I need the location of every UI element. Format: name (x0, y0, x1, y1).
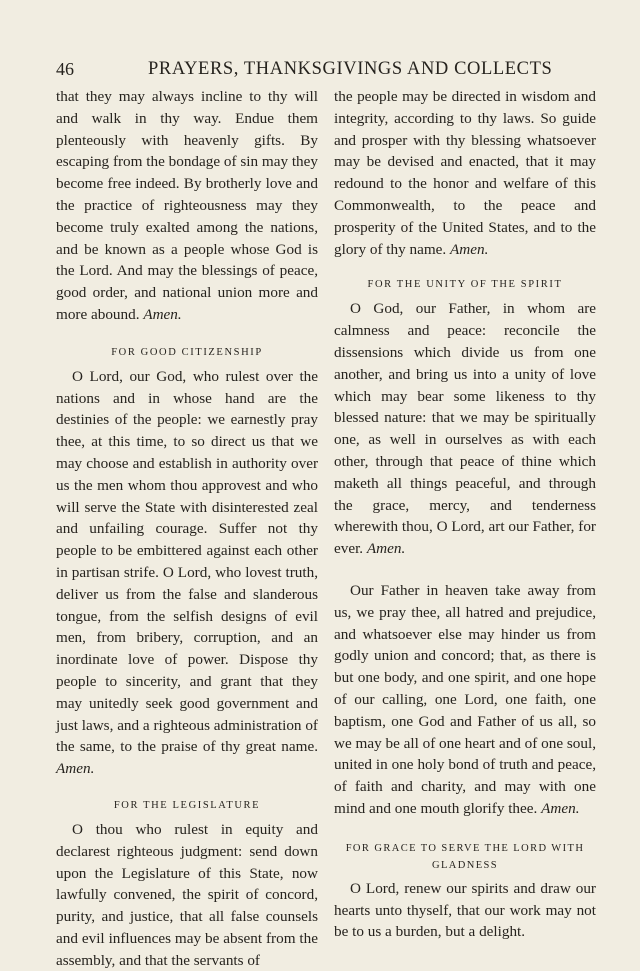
prayer-our-father: Our Father in heaven take away from us, we pray thee, all hatred and prejudice, and whatsoever else may hinder us from godly union and concord; that, as there is but one body, and one spirit, and one hope of our calling, one Lord, one faith, one baptism, one God and Father of us all, so we may be all of one heart and of one soul, united in one holy bond of truth and peace, of faith and charity, and may with one mind and one mouth glorify thee. Amen. (334, 581, 596, 817)
heading-grace-to-serve: FOR GRACE TO SERVE THE LORD WITH GLADNESS (345, 842, 585, 871)
continuation-paragraph-right: the people may be directed in wisdom and integrity, according to thy laws. So guide and prosper with thy blessing whatsoever may be devised and enacted, that it may redound to the honor and welfare of this Commonwealth, to the peace and prosperity of the United States, and to the glory of thy name. Amen. (334, 88, 596, 258)
running-head: PRAYERS, THANKSGIVINGS AND COLLECTS (148, 59, 553, 79)
paragraph-gap (334, 560, 596, 580)
page-number: 46 (56, 59, 74, 79)
prayer-legislature: O thou who rulest in equity and declarest righteous judgment: send down upon the Legislature of this State, now lawfully convened, the spirit of concord, purity, and justice, that all false counsels and evil influences may be absent from the assembly, and that the servants of (56, 820, 318, 969)
heading-good-citizenship: FOR GOOD CITIZENSHIP (111, 346, 263, 358)
amen: Amen. (143, 305, 182, 323)
right-column (334, 86, 596, 943)
left-column (56, 86, 318, 971)
heading-legislature: FOR THE LEGISLATURE (113, 799, 261, 811)
page-header (56, 57, 596, 81)
amen: Amen. (366, 540, 406, 558)
continuation-paragraph: that they may always incline to thy will and walk in thy way. Endue them plenteously with heavenly gifts. By escaping from the bondage of sin may they become free indeed. By brotherly love and the practice of righteousness may they become truly exalted among the nations, and be known as a people whose God is the Lord. And may the blessings of peace, good order, and national union more and more abound. Amen. (56, 88, 318, 323)
prayer-grace-to-serve: O Lord, renew our spirits and draw our hearts unto thyself, that our work may not be to us a burden, but a delight. (334, 879, 596, 941)
amen: Amen. (541, 799, 580, 817)
prayer-good-citizenship: O Lord, our God, who rulest over the nations and in whose hand are the destinies of the people: we earnestly pray thee, at this time, to so direct us that we may choose and establish in authority over us the men whom thou approvest and who will serve the State with disinterested zeal and unfailing courage. Suffer not thy people to be embittered against each other in partisan strife. O Lord, who lovest truth, deliver us from the false and slanderous tongue, from the selfish designs of evil men, from bribery, corruption, and an inordinate love of power. Dispose thy people to sincerity, and grant that they may unitedly seek good government and just laws, and a righteous administration of the same, to the praise of thy great name. Amen. (56, 367, 318, 778)
prayer-unity-of-spirit: O God, our Father, in whom are calmness and peace: reconcile the dissensions which divide us from one another, and bring us into a unity of love which may bear some likeness to thy blessed nature: that we may be spiritually one, as well in ourselves as with each other, through that peace of thine which maketh all things peaceful, and through the grace, mercy, and tenderness wherewith thou, O Lord, art our Father, for ever. Amen. (334, 300, 596, 558)
heading-unity-of-spirit: FOR THE UNITY OF THE SPIRIT (367, 279, 563, 291)
amen: Amen. (450, 240, 489, 258)
amen: Amen. (56, 760, 95, 778)
